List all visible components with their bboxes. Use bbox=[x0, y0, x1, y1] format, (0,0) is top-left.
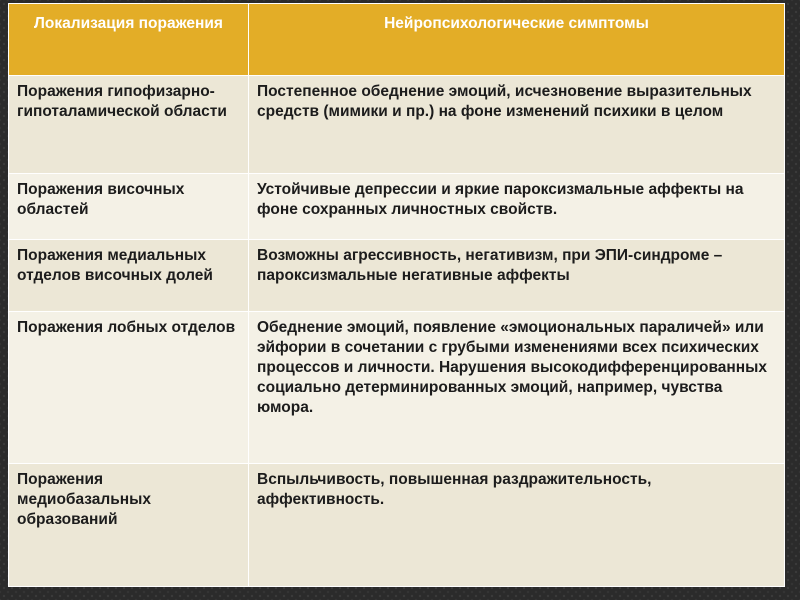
location-cell: Поражения височных областей bbox=[9, 174, 249, 240]
table-row bbox=[9, 464, 785, 587]
symptoms-cell: Обеднение эмоций, появление «эмоциональных параличей» или эйфории в сочетании с грубыми изменениями всех психических процессов и личности. Нарушения высокодифференцированных социально детерминированных эмоций, например, чувства юмора. bbox=[249, 312, 785, 464]
table-header-row bbox=[9, 4, 785, 76]
table-row bbox=[9, 76, 785, 174]
header-location: Локализация поражения bbox=[9, 4, 249, 76]
symptoms-table-container bbox=[8, 3, 784, 586]
location-cell: Поражения медиальных отделов височных долей bbox=[9, 240, 249, 312]
table-row bbox=[9, 312, 785, 464]
location-cell: Поражения гипофизарно-гипоталамической области bbox=[9, 76, 249, 174]
symptoms-cell: Постепенное обеднение эмоций, исчезновение выразительных средств (мимики и пр.) на фоне изменений психики в целом bbox=[249, 76, 785, 174]
table-row bbox=[9, 240, 785, 312]
location-cell: Поражения лобных отделов bbox=[9, 312, 249, 464]
symptoms-cell: Возможны агрессивность, негативизм, при ЭПИ-синдроме – пароксизмальные негативные аффекты bbox=[249, 240, 785, 312]
symptoms-cell: Вспыльчивость, повышенная раздражительность, аффективность. bbox=[249, 464, 785, 587]
location-cell: Поражения медиобазальных образований bbox=[9, 464, 249, 587]
symptoms-cell: Устойчивые депрессии и яркие пароксизмальные аффекты на фоне сохранных личностных свойств. bbox=[249, 174, 785, 240]
table-row bbox=[9, 174, 785, 240]
header-symptoms: Нейропсихологические симптомы bbox=[249, 4, 785, 76]
symptoms-table bbox=[8, 3, 785, 587]
